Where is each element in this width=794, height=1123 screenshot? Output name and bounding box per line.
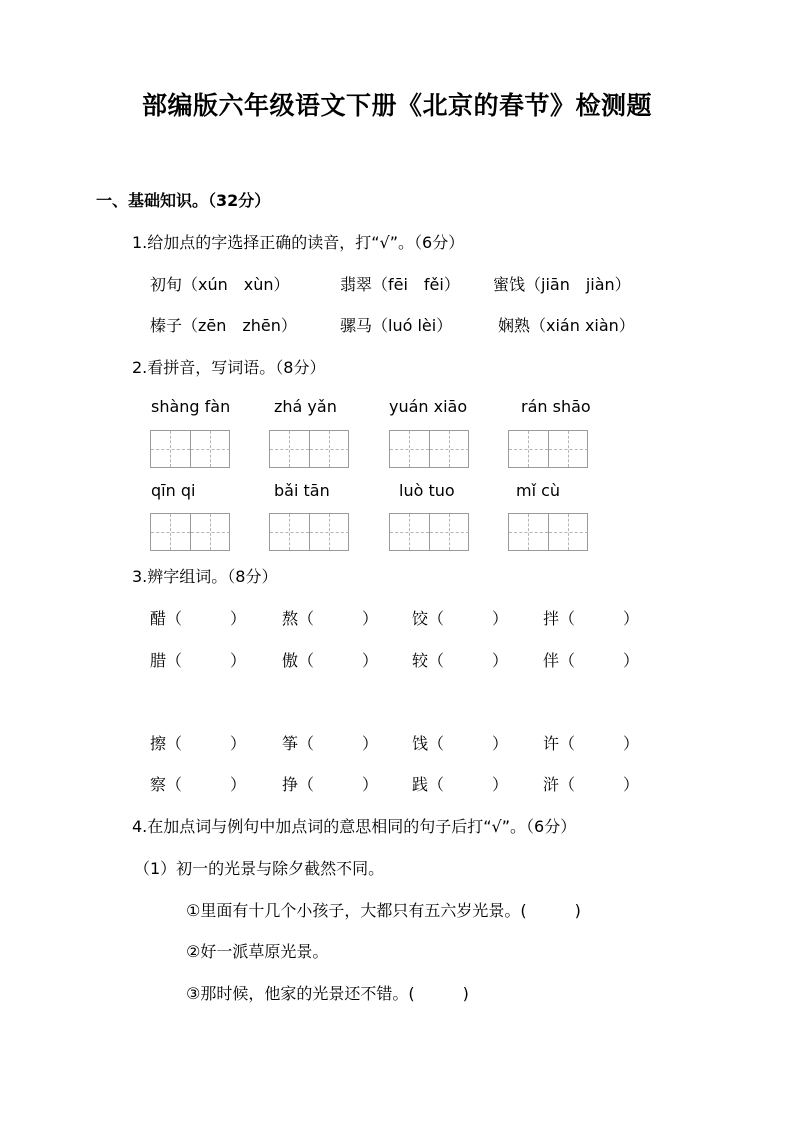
section-heading: 一、基础知识。（32分） xyxy=(96,191,271,210)
writing-grid[interactable] xyxy=(508,430,588,468)
question-1-label: 1.给加点的字选择正确的读音，打“√”。（6分） xyxy=(132,233,465,252)
q1-item: 初旬（xún xùn） xyxy=(150,275,290,294)
writing-grid[interactable] xyxy=(389,513,469,551)
q3-item: 拌（ ） xyxy=(543,609,640,628)
q3-item: 饯（ ） xyxy=(412,734,509,753)
q1-item: 翡翠（fēi fěi） xyxy=(340,275,460,294)
pinyin-label: qīn qi xyxy=(151,481,196,500)
q4-option: ③那时候，他家的光景还不错。( ) xyxy=(186,984,469,1003)
question-3-label: 3.辨字组词。（8分） xyxy=(132,567,278,586)
q3-item: 践（ ） xyxy=(412,775,509,794)
writing-grid[interactable] xyxy=(269,513,349,551)
pinyin-label: luò tuo xyxy=(399,481,455,500)
pinyin-label: mǐ cù xyxy=(516,481,561,500)
question-2-label: 2.看拼音，写词语。（8分） xyxy=(132,358,326,377)
q3-item: 伴（ ） xyxy=(543,651,640,670)
q4-sub-question: （1）初一的光景与除夕截然不同。 xyxy=(134,859,385,878)
q3-item: 醋（ ） xyxy=(150,609,247,628)
q3-item: 傲（ ） xyxy=(282,651,379,670)
q3-item: 腊（ ） xyxy=(150,651,247,670)
q3-item: 察（ ） xyxy=(150,775,247,794)
q1-item: 骡马（luó lèi） xyxy=(340,316,453,335)
q3-item: 擦（ ） xyxy=(150,734,247,753)
q3-item: 许（ ） xyxy=(543,734,640,753)
q3-item: 筝（ ） xyxy=(282,734,379,753)
writing-grid[interactable] xyxy=(150,513,230,551)
page-title: 部编版六年级语文下册《北京的春节》检测题 xyxy=(141,91,652,120)
q4-option: ①里面有十几个小孩子，大都只有五六岁光景。( ) xyxy=(186,901,581,920)
pinyin-label: zhá yǎn xyxy=(274,397,337,416)
q3-item: 较（ ） xyxy=(412,651,509,670)
q3-item: 挣（ ） xyxy=(282,775,379,794)
writing-grid[interactable] xyxy=(269,430,349,468)
q3-item: 浒（ ） xyxy=(543,775,640,794)
pinyin-label: rán shāo xyxy=(521,397,591,416)
q1-item: 娴熟（xián xiàn） xyxy=(498,316,635,335)
q3-item: 饺（ ） xyxy=(412,609,509,628)
q3-item: 熬（ ） xyxy=(282,609,379,628)
writing-grid[interactable] xyxy=(389,430,469,468)
pinyin-label: shàng fàn xyxy=(151,397,231,416)
q1-item: 蜜饯（jiān jiàn） xyxy=(493,275,631,294)
pinyin-label: bǎi tān xyxy=(274,481,330,500)
writing-grid[interactable] xyxy=(150,430,230,468)
q4-option: ②好一派草原光景。 xyxy=(186,942,329,961)
writing-grid[interactable] xyxy=(508,513,588,551)
question-4-label: 4.在加点词与例句中加点词的意思相同的句子后打“√”。（6分） xyxy=(132,817,577,836)
pinyin-label: yuán xiāo xyxy=(389,397,468,416)
q1-item: 榛子（zēn zhēn） xyxy=(150,316,297,335)
